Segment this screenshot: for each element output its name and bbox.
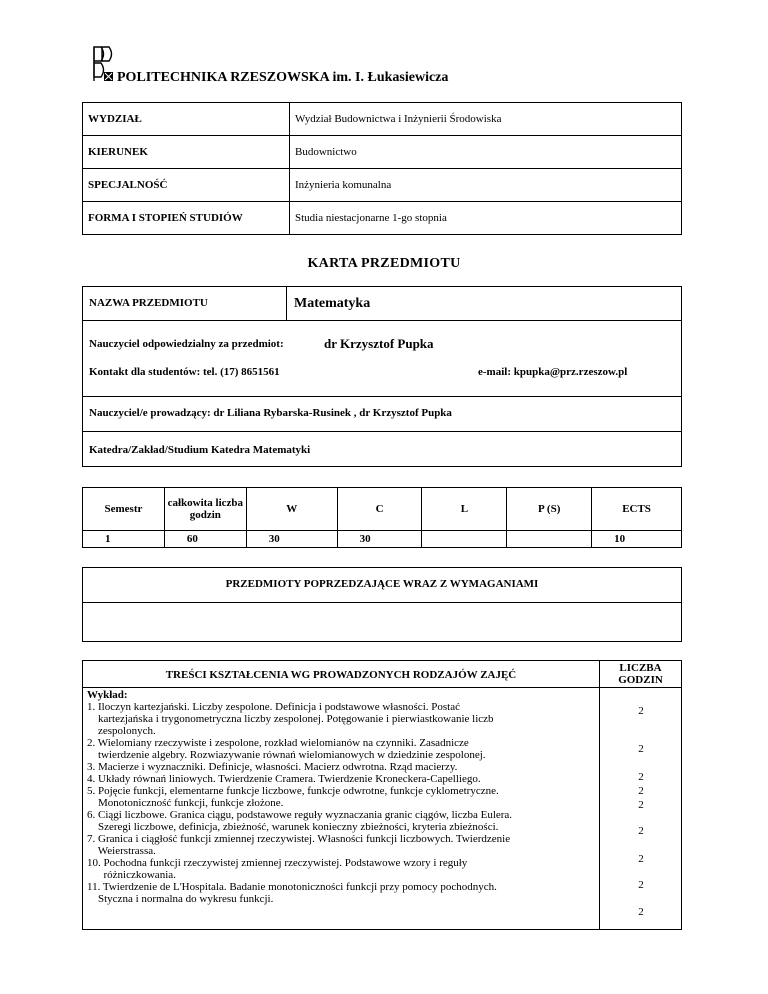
value-w: 30 xyxy=(246,531,337,548)
semester-table xyxy=(82,487,682,548)
lecture-line: 10. Pochodna funkcji rzeczywistej zmiennej rzeczywistej. Podstawowe wzory i reguły xyxy=(87,857,468,869)
lecture-line: 2. Wielomiany rzeczywiste i zespolone, rozkład wielomianów na czynniki. Zasadnicze xyxy=(87,737,469,749)
info-value: Inżynieria komunalna xyxy=(290,169,682,202)
department-row xyxy=(82,432,682,467)
info-label: KIERUNEK xyxy=(83,136,290,169)
info-value: Wydział Budownictwa i Inżynierii Środowiska xyxy=(290,103,682,136)
lecture-line: 5. Pojęcie funkcji, elementarne funkcje liczbowe, funkcje odwrotne, funkcje cyklometryczne. xyxy=(87,785,499,797)
subject-label-cell xyxy=(82,286,287,321)
university-name: POLITECHNIKA RZESZOWSKA im. I. Łukasiewicza xyxy=(117,70,449,85)
lecture-line: 1. Iloczyn kartezjański. Liczby zespolone. Definicja i podstawowe własności. Postać xyxy=(87,701,460,713)
value-ects: 10 xyxy=(592,531,682,548)
lecture-line: 7. Granica i ciągłość funkcji zmiennej rzeczywistej. Własności funkcji liczbowych. Twierdzenie xyxy=(87,833,511,845)
lecture-label: Wykład: xyxy=(87,689,128,701)
header-c: C xyxy=(337,488,422,531)
lecture-line: Monotoniczność funkcji, funkcje złożone. xyxy=(87,797,284,809)
teacher-block xyxy=(82,321,682,397)
hours-value: 2 xyxy=(638,906,644,918)
value-semester: 1 xyxy=(83,531,165,548)
value-l xyxy=(422,531,507,548)
hours-header-line-1: LICZBA xyxy=(619,662,662,674)
prerequisites-box xyxy=(82,567,682,642)
responsible-name: dr Krzysztof Pupka xyxy=(324,336,434,351)
prerequisites-title: PRZEDMIOTY POPRZEDZAJĄCE WRAZ Z WYMAGANIAMI xyxy=(225,578,539,590)
content-title: TREŚCI KSZTAŁCENIA WG PROWADZONYCH RODZAJÓW ZAJĘĆ xyxy=(165,669,517,681)
instructors-row xyxy=(82,397,682,432)
info-row-faculty xyxy=(83,103,682,136)
university-logo-icon xyxy=(91,45,115,83)
info-value: Budownictwo xyxy=(290,136,682,169)
info-label: FORMA I STOPIEŃ STUDIÓW xyxy=(83,202,290,235)
lecture-line: różniczkowania. xyxy=(87,869,176,881)
info-row-field xyxy=(83,136,682,169)
hours-value: 2 xyxy=(638,825,644,837)
hours-value: 2 xyxy=(638,879,644,891)
lecture-line: Styczna i normalna do wykresu funkcji. xyxy=(87,893,274,905)
instructors-text: Nauczyciel/e prowadzący: dr Liliana Rybarska-Rusinek , dr Krzysztof Pupka xyxy=(89,407,452,419)
lecture-line: 11. Twierdzenie de L'Hospitala. Badanie monotoniczności funkcji przy pomocy pochodnych. xyxy=(87,881,497,893)
value-p xyxy=(507,531,592,548)
hours-value: 2 xyxy=(638,743,644,755)
header-ects: ECTS xyxy=(592,488,682,531)
semester-header-row xyxy=(83,488,682,531)
hours-header-line-2: GODZIN xyxy=(618,674,663,686)
hours-value: 2 xyxy=(638,853,644,865)
info-label: WYDZIAŁ xyxy=(83,103,290,136)
subject-value-cell xyxy=(287,286,682,321)
card-title: KARTA PRZEDMIOTU xyxy=(307,256,461,271)
responsible-label: Nauczyciel odpowiedzialny za przedmiot: xyxy=(89,338,284,350)
subject-label: NAZWA PRZEDMIOTU xyxy=(89,297,208,309)
header-semester: Semestr xyxy=(83,488,165,531)
lecture-line: Szeregi liczbowe, definicja, zbieżność, warunek konieczny zbieżności, kryteria zbieżności. xyxy=(87,821,499,833)
department-text: Katedra/Zakład/Studium Katedra Matematyki xyxy=(89,444,311,456)
header-p: P (S) xyxy=(507,488,592,531)
header-w: W xyxy=(246,488,337,531)
hours-value: 2 xyxy=(638,705,644,717)
prerequisites-divider xyxy=(83,602,681,603)
hours-header-cell xyxy=(600,660,682,688)
value-c: 30 xyxy=(337,531,422,548)
info-row-study-form xyxy=(83,202,682,235)
info-row-specialty xyxy=(83,169,682,202)
contact-phone: Kontakt dla studentów: tel. (17) 8651561 xyxy=(89,366,280,378)
lecture-line: 6. Ciągi liczbowe. Granica ciągu, podstawowe reguły wyznaczania granic ciągów, liczba Eulera. xyxy=(87,809,513,821)
header-l: L xyxy=(422,488,507,531)
hours-value: 2 xyxy=(638,771,644,783)
subject-name: Matematyka xyxy=(294,296,371,311)
lecture-line: kartezjańska i trygonometryczna liczby zespolonej. Potęgowanie i pierwiastkowanie liczb xyxy=(87,713,494,725)
lecture-line: Weierstrassa. xyxy=(87,845,156,857)
faculty-info-table xyxy=(82,102,682,235)
header-total-hours: całkowita liczba godzin xyxy=(164,488,246,531)
content-header-cell xyxy=(82,660,600,688)
value-total-hours: 60 xyxy=(164,531,246,548)
lecture-line: 3. Macierze i wyznaczniki. Definicje, własności. Macierz odwrotna. Rząd macierzy. xyxy=(87,761,458,773)
lecture-line: 4. Układy równań liniowych. Twierdzenie Cramera. Twierdzenie Kroneckera-Capelliego. xyxy=(87,773,481,785)
hours-value: 2 xyxy=(638,799,644,811)
lecture-line: zespolonych. xyxy=(87,725,156,737)
lecture-line: twierdzenie algebry. Rozwiazywanie równań wielomianowych w dziedzinie zespolonej. xyxy=(87,749,486,761)
contact-email: e-mail: kpupka@prz.rzeszow.pl xyxy=(478,366,628,378)
hours-value: 2 xyxy=(638,785,644,797)
semester-value-row xyxy=(83,531,682,548)
info-label: SPECJALNOŚĆ xyxy=(83,169,290,202)
info-value: Studia niestacjonarne 1-go stopnia xyxy=(290,202,682,235)
